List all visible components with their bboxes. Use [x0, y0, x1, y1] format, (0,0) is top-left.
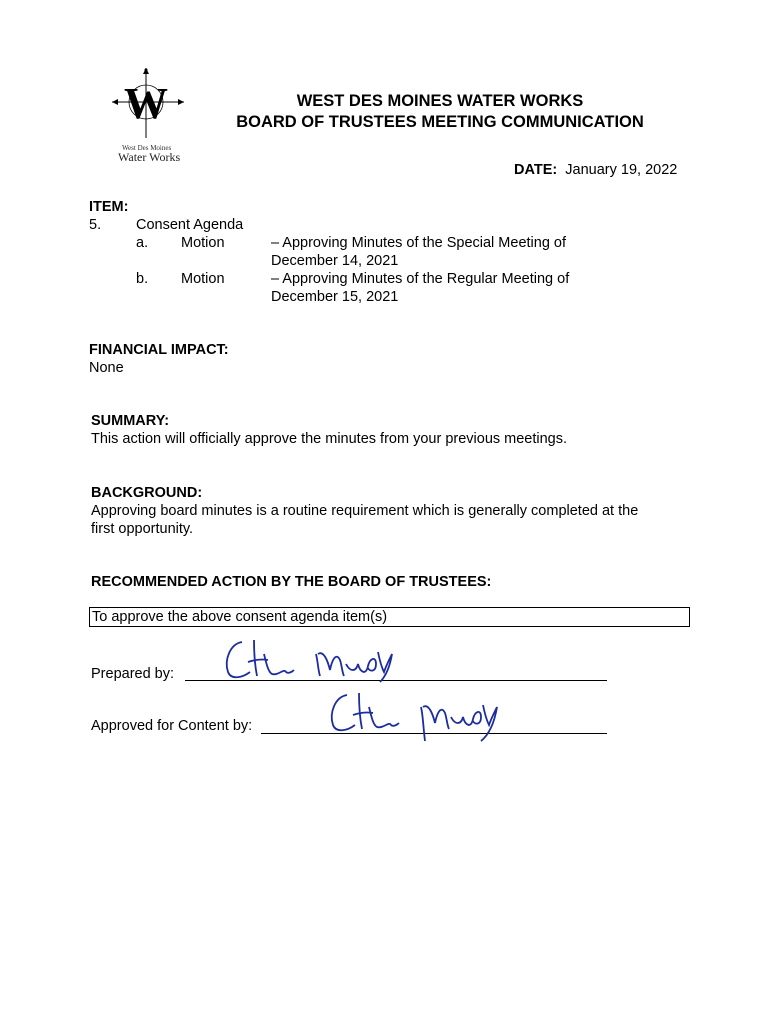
subitem-type: Motion	[181, 271, 225, 287]
recommended-heading: RECOMMENDED ACTION BY THE BOARD OF TRUSTEES:	[91, 574, 492, 590]
subitem-letter: b.	[136, 271, 149, 287]
subitem-text: December 14, 2021	[271, 253, 399, 269]
date-label: DATE:	[514, 162, 558, 178]
background-text: first opportunity.	[91, 521, 194, 537]
subitem-type: Motion	[181, 235, 225, 251]
item-heading: ITEM:	[89, 199, 129, 215]
summary-heading: SUMMARY:	[91, 413, 170, 429]
summary-text: This action will officially approve the minutes from your previous meetings.	[91, 431, 568, 447]
item-name: Consent Agenda	[136, 217, 244, 233]
approved-by-label: Approved for Content by:	[91, 718, 253, 734]
subitem-letter: a.	[136, 235, 149, 251]
logo-caption-small: West Des Moines	[122, 144, 172, 152]
logo-caption: Water Works	[118, 150, 181, 164]
subitem-text: – Approving Minutes of the Regular Meeting of	[271, 271, 570, 287]
svg-text:W: W	[124, 79, 168, 128]
background-text: Approving board minutes is a routine requirement which is generally completed at the	[91, 503, 639, 519]
subitem-text: December 15, 2021	[271, 289, 399, 305]
date-value: January 19, 2022	[565, 162, 678, 178]
prepared-by-label: Prepared by:	[91, 666, 175, 682]
doc-title: BOARD OF TRUSTEES MEETING COMMUNICATION	[236, 113, 644, 131]
subitem-text: – Approving Minutes of the Special Meeting of	[271, 235, 567, 251]
financial-impact-text: None	[89, 360, 124, 376]
org-name: WEST DES MOINES WATER WORKS	[296, 92, 584, 110]
item-number: 5.	[89, 217, 102, 233]
recommended-action-box: To approve the above consent agenda item(s)	[89, 607, 690, 627]
background-heading: BACKGROUND:	[91, 485, 203, 501]
financial-impact-heading: FINANCIAL IMPACT:	[89, 342, 229, 358]
prepared-by-signature	[220, 632, 395, 688]
date-line	[514, 162, 677, 178]
approved-by-signature	[325, 685, 500, 745]
